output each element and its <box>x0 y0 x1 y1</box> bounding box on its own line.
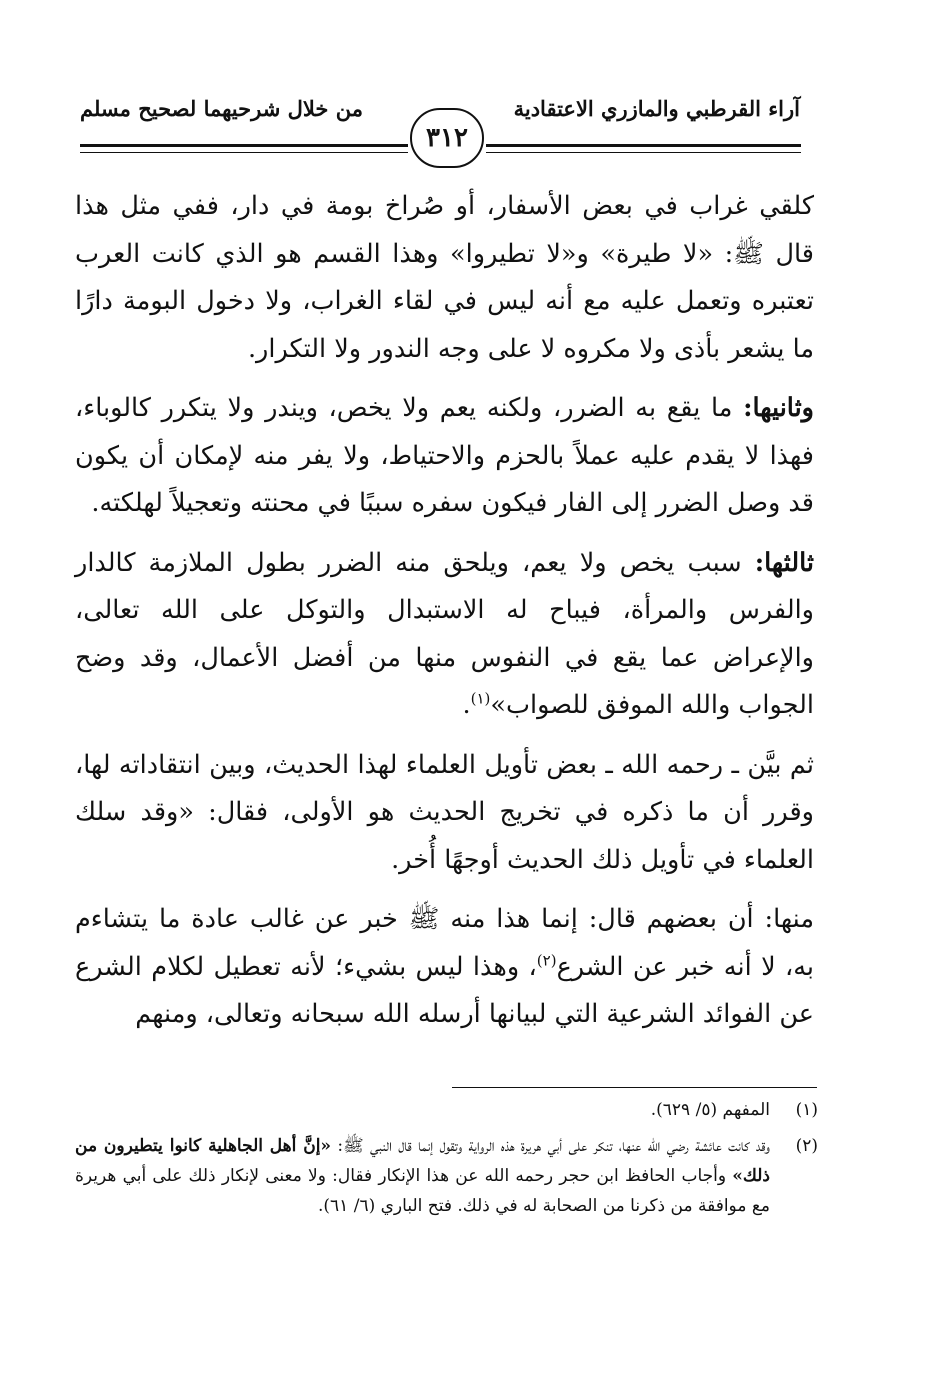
footnote-number: (١) <box>795 1100 818 1120</box>
footnote-text-b: وأجاب الحافظ ابن حجر رحمه الله عن هذا الإنكار فقال: ولا معنى لإنكار ذلك على أبي هريرة مع موافقة من ذكرنا من الصحابة له في ذلك. فتح الباري (٦/ ٦١). <box>75 1166 770 1216</box>
paragraph-2-text: ما يقع به الضرر، ولكنه يعم ولا يخص، ويندر ولا يتكرر كالوباء، فهذا لا يقدم عليه عملاً بالحزم والاحتياط، ولا يفر منه لإمكان أن يكون قد وصل الضرر إلى الفار فيكون سفره سببًا في محنته وتعجيلاً لهلكته. <box>75 393 814 518</box>
running-header-subtitle: من خلال شرحيهما لصحيح مسلم <box>80 96 363 121</box>
page-number-badge: ٣١٢ <box>410 108 484 168</box>
footnote-text: المفهم (٥/ ٦٢٩). <box>650 1100 770 1120</box>
footnote-ref-2[interactable]: (٢) <box>536 951 557 969</box>
paragraph-3-lead: ثالثها: <box>754 547 814 578</box>
footnote-ref-1[interactable]: (١) <box>470 689 491 708</box>
paragraph-2-lead: وثانيها: <box>743 393 814 423</box>
header-rule-right-thick <box>486 144 801 147</box>
footnotes <box>75 1095 818 1227</box>
paragraph-1: كلقي غراب في بعض الأسفار، أو صُراخ بومة في دار، ففي مثل هذا قال ﷺ: «لا طيرة» و«لا تطيروا» وهذا القسم هو الذي كانت العرب تعتبره وتعمل عليه مع أنه ليس في لقاء الغراب، ولا دخول البومة دارًا ما يشعر بأذى ولا مكروه لا على وجه الندور ولا التكرار. <box>75 191 815 364</box>
footnote-separator <box>452 1087 817 1088</box>
paragraph-5-text-b: ، وهذا ليس بشيء؛ لأنه تعطيل لكلام الشرع عن الفوائد الشرعية التي لبيانها أرسله الله سبحانه وتعالى، ومنهم <box>75 951 814 1029</box>
main-text <box>75 183 814 1051</box>
paragraph-5 <box>75 896 814 1039</box>
running-header-book-title: آراء القرطبي والمازري الاعتقادية <box>513 96 800 121</box>
footnote-text-a: وقد كانت عائشة رضي الله عنها، تنكر على أبي هريرة هذه الرواية وتقول إنما قال النبي ﷺ: <box>331 1136 770 1156</box>
header-rule-left-thin <box>80 152 408 153</box>
paragraph-5-text-a: منها: أن بعضهم قال: إنما هذا منه ﷺ خبر عن غالب عادة ما يتشاءم به، لا أنه خبر عن الشرع <box>75 904 815 982</box>
footnote-2 <box>75 1131 818 1221</box>
paragraph-3-text: سبب يخص ولا يعم، ويلحق منه الضرر بطول الملازمة كالدار والفرس والمرأة، فيباح له الاستبدال والتوكل على الله تعالى، والإعراض عما يقع في النفوس منها من أفضل الأعمال، وقد وضح الجواب والله الموفق للصواب» <box>75 547 814 720</box>
footnote-1 <box>75 1095 818 1125</box>
paragraph-3-end: . <box>462 690 471 720</box>
paragraph-4: ثم بيَّن ـ رحمه الله ـ بعض تأويل العلماء لهذا الحديث، وبين انتقاداته لها، وقرر أن ما ذكره في تخريج الحديث هو الأولى، فقال: «وقد سلك العلماء في تأويل ذلك الحديث أوجهًا أُخر. <box>75 749 814 875</box>
paragraph-2 <box>75 385 814 528</box>
paragraph-3 <box>75 540 814 730</box>
header-rule-right-thin <box>486 152 801 153</box>
header-rule-left-thick <box>80 144 408 147</box>
footnote-quote: «إنَّ أهل الجاهلية كانوا يتطيرون من ذلك» <box>75 1136 770 1186</box>
footnote-number: (٢) <box>795 1136 818 1156</box>
